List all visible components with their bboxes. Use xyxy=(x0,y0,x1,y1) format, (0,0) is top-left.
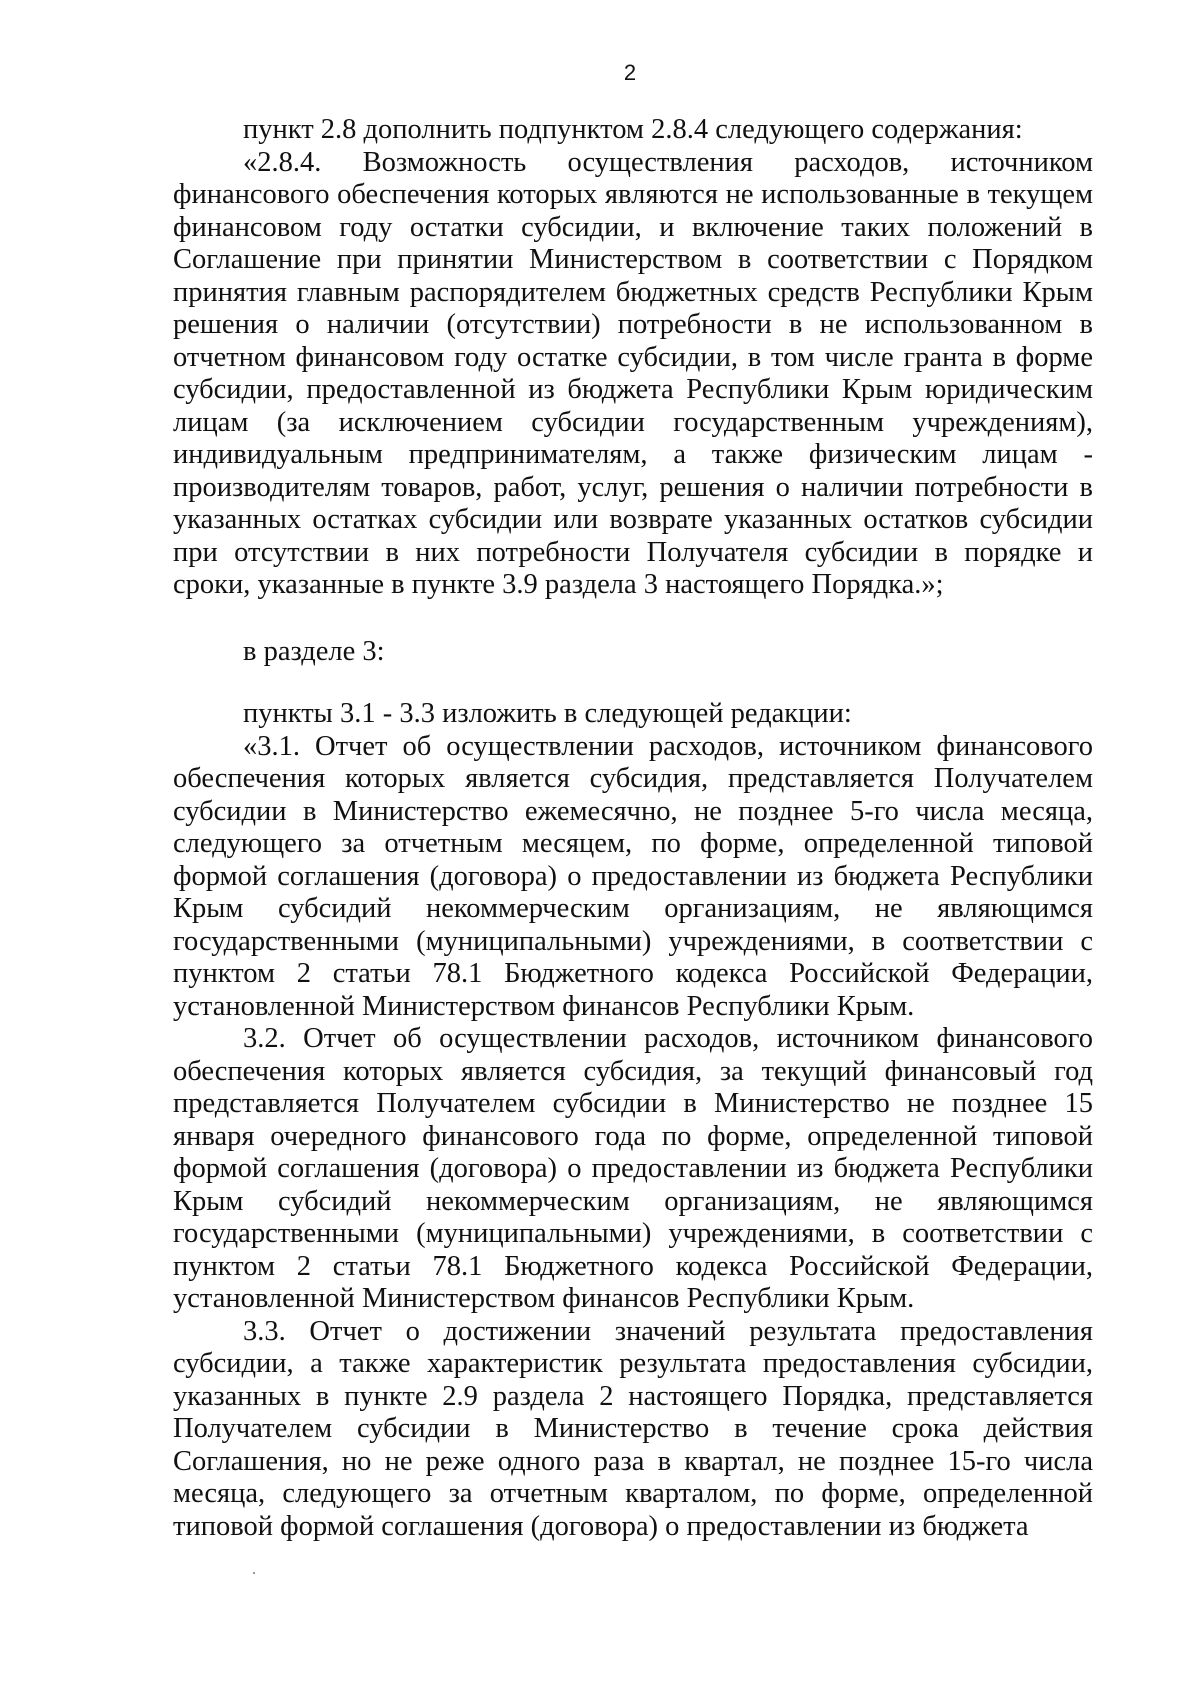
paragraph-section-3-intro: в разделе 3: xyxy=(243,635,385,667)
paragraph-gap xyxy=(173,668,1093,698)
scan-dot xyxy=(253,1572,255,1574)
paragraph-2-8-intro: пункт 2.8 дополнить подпунктом 2.8.4 следующего содержания: xyxy=(243,114,1023,145)
paragraph-3-3: 3.3. Отчет о достижении значений результата предоставления субсидии, а также характеристик результата предоставления субсидии, указанных в пункте 2.9 раздела 2 настоящего Порядка, представляется Получателем субсидии в Министерство в течение срока действия Соглашения, но не реже одного раза в квартал, не позднее 15-го числа месяца, следующего за отчетным кварталом, по форме, определенной типовой формой соглашения (договора) о предоставлении из бюджета xyxy=(173,1315,1093,1542)
document-body xyxy=(173,114,1093,1543)
paragraph-3-1: «3.1. Отчет об осуществлении расходов, источником финансового обеспечения которых является субсидия, представляется Получателем субсидии в Министерство ежемесячно, не позднее 5-го числа месяца, следующего за отчетным месяцем, по форме, определенной типовой формой соглашения (договора) о предоставлении из бюджета Республики Крым субсидий некоммерческим организациям, не являющимся государственными (муниципальными) учреждениями, в соответствии с пунктом 2 статьи 78.1 Бюджетного кодекса Российской Федерации, установленной Министерством финансов Республики Крым. xyxy=(173,730,1093,1022)
paragraph-3-2: 3.2. Отчет об осуществлении расходов, источником финансового обеспечения которых является субсидия, за текущий финансовый год представляется Получателем субсидии в Министерство не позднее 15 января очередного финансового года по форме, определенной типовой формой соглашения (договора) о предоставлении из бюджета Республики Крым субсидий некоммерческим организациям, не являющимся государственными (муниципальными) учреждениями, в соответствии с пунктом 2 статьи 78.1 Бюджетного кодекса Российской Федерации, установленной Министерством финансов Республики Крым. xyxy=(173,1023,1093,1314)
paragraph-2-8-4: «2.8.4. Возможность осуществления расходов, источником финансового обеспечения которых являются не использованные в текущем финансовом году остатки субсидии, и включение таких положений в Соглашение при принятии Министерством в соответствии с Порядком принятия главным распорядителем бюджетных средств Республики Крым решения о наличии (отсутствии) потребности в не использованном в отчетном финансовом году остатке субсидии, в том числе гранта в форме субсидии, предоставленной из бюджета Республики Крым юридическим лицам (за исключением субсидии государственным учреждениям), индивидуальным предпринимателям, а также физическим лицам - производителям товаров, работ, услуг, решения о наличии потребности в указанных остатках субсидии или возврате указанных остатков субсидии при отсутствии в них потребности Получателя субсидии в порядке и сроки, указанные в пункте 3.9 раздела 3 настоящего Порядка.»; xyxy=(173,146,1093,600)
paragraph-gap xyxy=(173,602,1093,636)
page-number: 2 xyxy=(623,60,637,85)
paragraph-3-1-3-3-intro: пункты 3.1 - 3.3 изложить в следующей редакции: xyxy=(243,698,852,729)
